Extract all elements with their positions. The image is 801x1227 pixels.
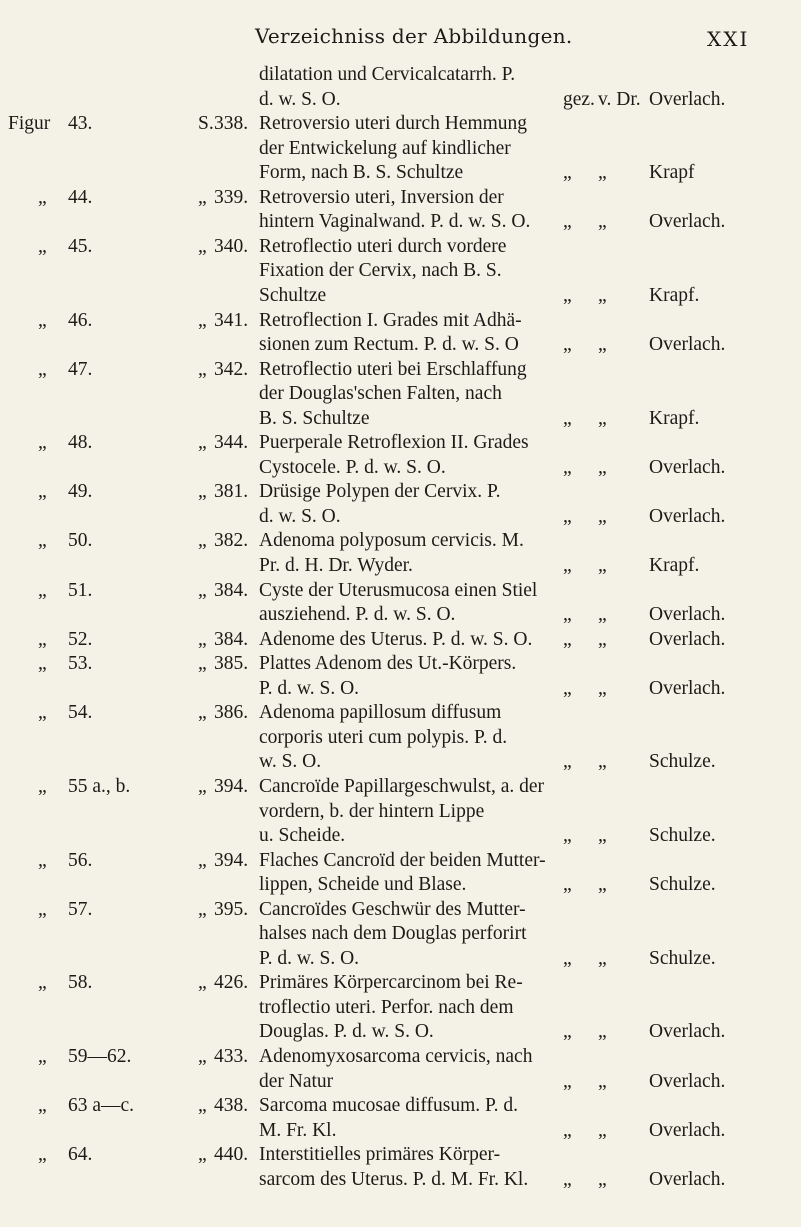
figure-number: 53. (68, 653, 93, 675)
ditto-mark: „ (563, 211, 572, 233)
entry-description: lippen, Scheide und Blase. (259, 874, 467, 896)
list-item (0, 1020, 801, 1044)
figure-number: 49. (68, 481, 93, 503)
ditto-mark: „ (38, 358, 47, 380)
illustrator-name: Overlach. (649, 677, 726, 699)
running-title: Verzeichniss der Abbildungen. (255, 24, 573, 48)
ditto-mark: „ (598, 874, 607, 896)
list-item (0, 63, 801, 87)
list-item (0, 873, 801, 897)
ditto-mark: „ (198, 481, 207, 503)
figure-number: 55 a., b. (68, 775, 131, 797)
ditto-mark: „ (198, 235, 207, 257)
ditto-mark: „ (198, 775, 207, 797)
ditto-mark: „ (598, 677, 607, 699)
entry-description: Cancroïdes Geschwür des Mutter- (259, 898, 526, 920)
illustrator-name: Overlach. (649, 1070, 726, 1092)
figure-number: 58. (68, 972, 93, 994)
list-item (0, 259, 801, 283)
list-item (0, 358, 801, 382)
ditto-mark: „ (563, 751, 572, 773)
page-reference: 340. (214, 235, 249, 257)
entry-description: Pr. d. H. Dr. Wyder. (259, 555, 413, 576)
ditto-mark: „ (38, 1095, 47, 1117)
entry-description: Sarcoma mucosae diffusum. P. d. (259, 1095, 519, 1117)
entry-description: Adenome des Uterus. P. d. w. S. O. (259, 628, 533, 650)
figure-number: 43. (68, 113, 93, 135)
ditto-mark: „ (198, 579, 207, 601)
ditto-mark: „ (38, 235, 47, 257)
list-item (0, 849, 801, 873)
figure-number: 57. (68, 898, 93, 920)
ditto-mark: „ (38, 1144, 47, 1166)
ditto-mark: „ (563, 874, 572, 896)
illustrator-name: Krapf. (649, 284, 700, 306)
ditto-mark: „ (38, 309, 47, 331)
ditto-mark: „ (563, 555, 572, 576)
list-item (0, 996, 801, 1020)
illustrator-name: Overlach. (649, 1168, 726, 1190)
figure-number: 48. (68, 432, 93, 454)
ditto-mark: „ (563, 947, 572, 969)
list-item (0, 579, 801, 603)
illustrator-name: Krapf. (649, 407, 700, 429)
entry-description: sarcom des Uterus. P. d. M. Fr. Kl. (259, 1168, 529, 1190)
entry-description: Adenomyxosarcoma cervicis, nach (259, 1046, 533, 1067)
illustrator-name: Krapf (649, 162, 695, 184)
page-reference: 394. (214, 849, 249, 871)
ditto-mark: „ (563, 407, 572, 429)
ditto-mark: „ (198, 309, 207, 331)
page-reference: 339. (214, 186, 249, 208)
entry-description: corporis uteri cum polypis. P. d. (259, 726, 508, 748)
list-item (0, 480, 801, 504)
entry-description: Flaches Cancroïd der beiden Mutter- (259, 849, 546, 871)
list-item (0, 677, 801, 701)
list-item (0, 750, 801, 774)
entry-description: Form, nach B. S. Schultze (259, 162, 464, 184)
ditto-mark: „ (38, 530, 47, 552)
list-item (0, 505, 801, 529)
ditto-mark: „ (563, 1021, 572, 1043)
list-item (0, 1119, 801, 1143)
ditto-mark: „ (598, 604, 607, 626)
list-item (0, 161, 801, 185)
ditto-mark: „ (38, 186, 47, 208)
list-item (0, 1143, 801, 1167)
list-item (0, 431, 801, 455)
list-item (0, 701, 801, 725)
ditto-mark: „ (563, 1070, 572, 1092)
ditto-mark: S. (198, 113, 214, 135)
ditto-mark: „ (198, 849, 207, 871)
page-reference: 386. (214, 702, 249, 724)
ditto-mark: „ (198, 702, 207, 724)
entry-description: Retroflectio uteri durch vordere (259, 235, 507, 257)
ditto-mark: „ (198, 432, 207, 454)
ditto-mark: „ (598, 334, 607, 356)
list-item (0, 1168, 801, 1192)
page-reference: 382. (214, 530, 249, 552)
list-item (0, 652, 801, 676)
ditto-mark: „ (563, 628, 572, 650)
ditto-mark: „ (598, 505, 607, 527)
illustrator-name: Schulze. (649, 947, 716, 969)
list-item (0, 1070, 801, 1094)
entry-description: der Douglas'schen Falten, nach (259, 383, 502, 405)
illustrator-name: Krapf. (649, 555, 700, 576)
entry-description: Puerperale Retroflexion II. Grades (259, 432, 529, 454)
entry-description: u. Scheide. (259, 825, 346, 847)
page-reference: 384. (214, 628, 249, 650)
illustrator-name: Schulze. (649, 825, 716, 847)
ditto-mark: „ (38, 1046, 47, 1067)
list-item (0, 186, 801, 210)
ditto-mark: „ (598, 947, 607, 969)
list-item (0, 947, 801, 971)
ditto-mark: „ (598, 211, 607, 233)
ditto-mark: „ (598, 284, 607, 306)
ditto-mark: „ (198, 530, 207, 552)
figure-number: 54. (68, 702, 93, 724)
illustrator-name: Overlach. (649, 1119, 726, 1141)
illustrator-name: Overlach. (649, 88, 726, 110)
ditto-mark: „ (563, 604, 572, 626)
page-reference: 395. (214, 898, 249, 920)
figure-number: 44. (68, 186, 93, 208)
entry-description: troflectio uteri. Perfor. nach dem (259, 996, 514, 1018)
ditto-mark: „ (198, 628, 207, 650)
entry-description: dilatation und Cervicalcatarrh. P. (259, 64, 516, 85)
ditto-mark: „ (598, 1168, 607, 1190)
page-reference: 426. (214, 972, 249, 994)
ditto-mark: „ (198, 972, 207, 994)
page-reference: 341. (214, 309, 249, 331)
ditto-mark: „ (563, 1119, 572, 1141)
page-reference: 438. (214, 1095, 249, 1117)
ditto-mark: „ (38, 972, 47, 994)
list-item (0, 112, 801, 136)
entry-description: d. w. S. O. (259, 88, 341, 110)
entry-description: B. S. Schultze (259, 407, 370, 429)
ditto-mark: „ (198, 1095, 207, 1117)
ditto-mark: „ (598, 1021, 607, 1043)
ditto-mark: „ (598, 555, 607, 576)
list-item (0, 235, 801, 259)
list-item (0, 88, 801, 112)
entry-description: ausziehend. P. d. w. S. O. (259, 604, 456, 626)
ditto-mark: „ (598, 162, 607, 184)
page-reference: 384. (214, 579, 249, 601)
entry-description: d. w. S. O. (259, 505, 341, 527)
entry-description: Adenoma polyposum cervicis. M. (259, 530, 524, 552)
page-number: XXI (707, 27, 750, 51)
ditto-mark: „ (38, 579, 47, 601)
figure-number: 64. (68, 1144, 93, 1166)
illustrator-name: Overlach. (649, 456, 726, 478)
list-item (0, 554, 801, 578)
entry-description: Primäres Körpercarcinom bei Re- (259, 972, 523, 994)
illustrator-name: Overlach. (649, 505, 726, 527)
page-reference: 394. (214, 775, 249, 797)
page-reference: 385. (214, 653, 249, 675)
illustrator-name: Schulze. (649, 874, 716, 896)
entry-description: Plattes Adenom des Ut.-Körpers. (259, 653, 517, 675)
entry-description: Interstitielles primäres Körper- (259, 1144, 501, 1166)
list-item (0, 971, 801, 995)
entry-description: P. d. w. S. O. (259, 677, 360, 699)
figure-number: 56. (68, 849, 93, 871)
entry-description: halses nach dem Douglas perforirt (259, 923, 527, 945)
ditto-mark: „ (38, 775, 47, 797)
list-item (0, 333, 801, 357)
figure-number: 45. (68, 235, 93, 257)
figure-number: 50. (68, 530, 93, 552)
ditto-mark: „ (38, 702, 47, 724)
entry-description: P. d. w. S. O. (259, 947, 360, 969)
list-item (0, 529, 801, 553)
illustrator-name: Overlach. (649, 1021, 726, 1043)
entry-description: M. Fr. Kl. (259, 1119, 337, 1141)
page-reference: 381. (214, 481, 249, 503)
entry-description: Fixation der Cervix, nach B. S. (259, 260, 502, 282)
ditto-mark: „ (198, 1144, 207, 1166)
entry-description: der Entwickelung auf kindlicher (259, 137, 511, 159)
figure-number: 52. (68, 628, 93, 650)
figure-number: 47. (68, 358, 93, 380)
ditto-mark: „ (563, 677, 572, 699)
ditto-mark: „ (38, 628, 47, 650)
entry-description: Cancroïde Papillargeschwulst, a. der (259, 775, 545, 797)
illustrator-name: Overlach. (649, 334, 726, 356)
ditto-mark: „ (38, 898, 47, 920)
entry-description: Retroflection I. Grades mit Adhä- (259, 309, 522, 331)
ditto-mark: „ (38, 432, 47, 454)
entry-description: der Natur (259, 1070, 334, 1092)
list-item (0, 1045, 801, 1069)
ditto-mark: „ (198, 358, 207, 380)
ditto-mark: „ (598, 751, 607, 773)
ditto-mark: „ (598, 628, 607, 650)
list-item (0, 456, 801, 480)
entry-description: vordern, b. der hintern Lippe (259, 800, 485, 822)
list-item (0, 824, 801, 848)
list-item (0, 628, 801, 652)
entry-description: w. S. O. (259, 751, 322, 773)
figure-number: 51. (68, 579, 93, 601)
ditto-mark: „ (598, 825, 607, 847)
entry-description: Drüsige Polypen der Cervix. P. (259, 481, 501, 503)
entry-description: Retroflectio uteri bei Erschlaffung (259, 358, 527, 380)
list-item (0, 898, 801, 922)
list-item (0, 210, 801, 234)
list-item (0, 382, 801, 406)
ditto-mark: „ (563, 456, 572, 478)
list-item (0, 284, 801, 308)
page-reference: 440. (214, 1144, 249, 1166)
ditto-mark: „ (598, 1119, 607, 1141)
ditto-mark: „ (198, 186, 207, 208)
list-item (0, 309, 801, 333)
illustrator-name: Overlach. (649, 604, 726, 626)
illustrator-name: Schulze. (649, 751, 716, 773)
ditto-mark: v. Dr. (598, 88, 641, 110)
figure-number: 63 a—c. (68, 1095, 135, 1117)
entry-description: Cyste der Uterusmucosa einen Stiel (259, 579, 538, 601)
list-item (0, 800, 801, 824)
entry-description: Retroversio uteri durch Hemmung (259, 113, 528, 135)
entry-description: Retroversio uteri, Inversion der (259, 186, 504, 208)
ditto-mark: gez. (563, 88, 595, 110)
ditto-mark: „ (563, 334, 572, 356)
list-item (0, 1094, 801, 1118)
ditto-mark: „ (198, 898, 207, 920)
ditto-mark: „ (598, 1070, 607, 1092)
list-item (0, 726, 801, 750)
ditto-mark: „ (38, 481, 47, 503)
ditto-mark: „ (563, 1168, 572, 1190)
figur-label: Figur (8, 113, 51, 135)
figure-number: 46. (68, 309, 93, 331)
ditto-mark: „ (198, 1046, 207, 1067)
ditto-mark: „ (38, 653, 47, 675)
entry-description: Cystocele. P. d. w. S. O. (259, 456, 446, 478)
entry-description: hintern Vaginalwand. P. d. w. S. O. (259, 211, 531, 233)
page-reference: 338. (214, 113, 249, 135)
page-reference: 344. (214, 432, 249, 454)
entry-description: Adenoma papillosum diffusum (259, 702, 502, 724)
list-item (0, 137, 801, 161)
page-reference: 342. (214, 358, 249, 380)
ditto-mark: „ (198, 653, 207, 675)
ditto-mark: „ (563, 505, 572, 527)
figure-number: 59—62. (68, 1046, 132, 1067)
illustrator-name: Overlach. (649, 628, 726, 650)
page-reference: 433. (214, 1046, 249, 1067)
entry-description: Schultze (259, 284, 327, 306)
ditto-mark: „ (563, 284, 572, 306)
entry-description: Douglas. P. d. w. S. O. (259, 1021, 434, 1043)
entry-description: sionen zum Rectum. P. d. w. S. O (259, 334, 519, 356)
ditto-mark: „ (38, 849, 47, 871)
list-item (0, 922, 801, 946)
ditto-mark: „ (563, 162, 572, 184)
list-item (0, 407, 801, 431)
ditto-mark: „ (563, 825, 572, 847)
list-item (0, 603, 801, 627)
illustrator-name: Overlach. (649, 211, 726, 233)
ditto-mark: „ (598, 456, 607, 478)
ditto-mark: „ (598, 407, 607, 429)
list-item (0, 775, 801, 799)
